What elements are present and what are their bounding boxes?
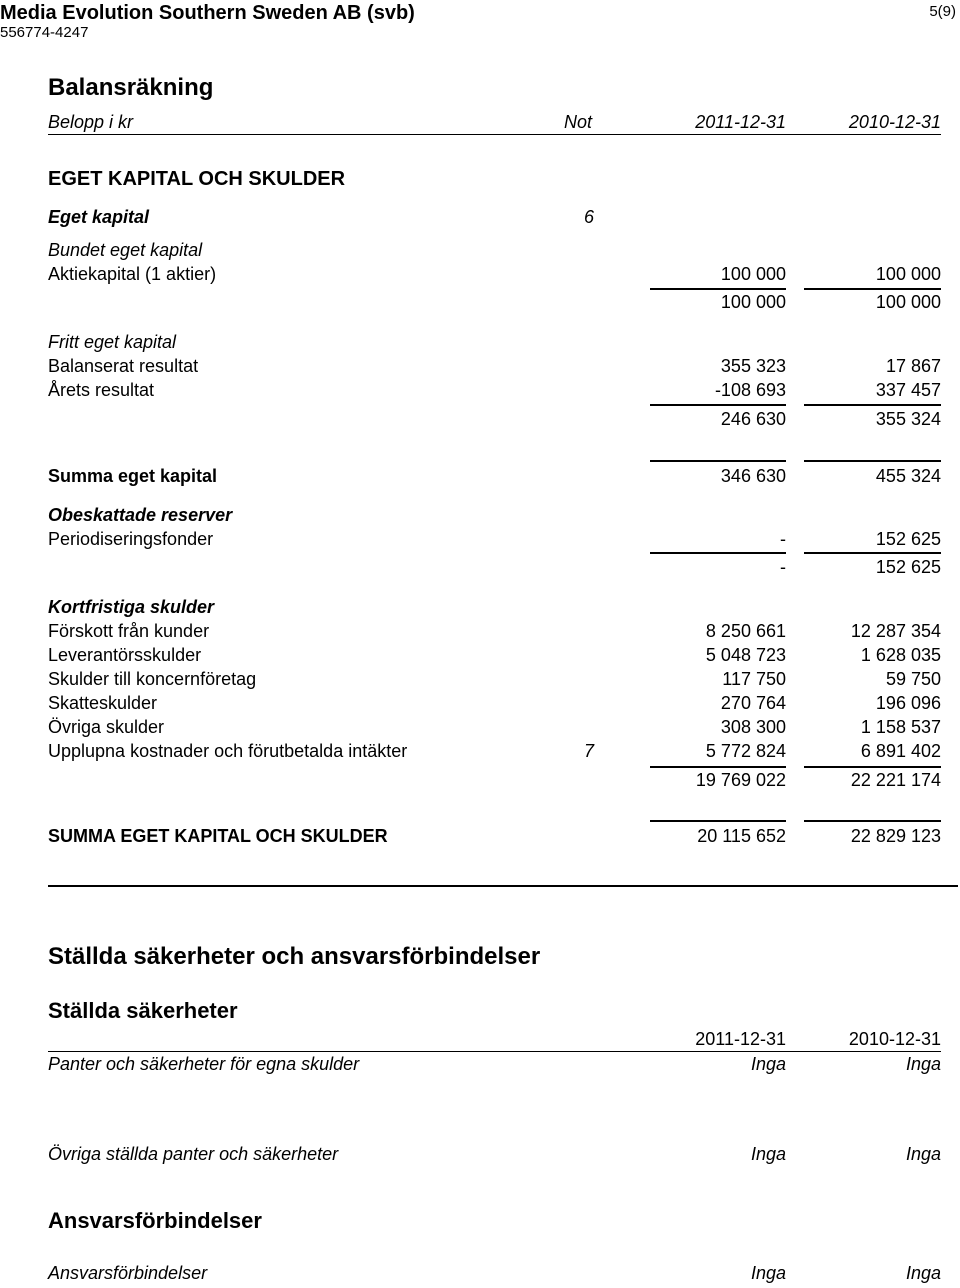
kortfristiga-heading: Kortfristiga skulder	[48, 597, 215, 617]
total-line	[650, 820, 786, 822]
kortfristiga-row-label: Övriga skulder	[48, 717, 165, 737]
kortfristiga-row-2011: 5 048 723	[705, 645, 786, 665]
total-line	[804, 460, 941, 462]
column-year1: 2011-12-31	[695, 112, 786, 132]
periodiseringsfonder-2011: -	[780, 529, 786, 549]
balanserat-value-2010: 17 867	[885, 356, 941, 376]
kortfristiga-subtotal-2010: 22 221 174	[850, 770, 941, 790]
kortfristiga-row-2010: 59 750	[885, 669, 941, 689]
subtotal-line	[650, 766, 786, 768]
summa-total-2011: 20 115 652	[697, 826, 786, 846]
ovriga-2010: Inga	[905, 1144, 941, 1164]
obeskattade-subtotal-2011: -	[780, 557, 786, 577]
ansvars-title: Ansvarsförbindelser	[48, 1208, 262, 1233]
summa-eget-2010: 455 324	[875, 466, 941, 486]
summa-eget-label: Summa eget kapital	[48, 466, 218, 486]
kortfristiga-row-label: Leverantörsskulder	[48, 645, 202, 665]
arets-resultat-label: Årets resultat	[48, 380, 155, 400]
summa-eget-2011: 346 630	[720, 466, 786, 486]
periodiseringsfonder-label: Periodiseringsfonder	[48, 529, 214, 549]
kortfristiga-row-2011: 8 250 661	[705, 621, 786, 641]
aktiekapital-value-2011: 100 000	[720, 264, 786, 284]
page-number: 5(9)	[929, 3, 956, 20]
kortfristiga-row-2011: 270 764	[720, 693, 786, 713]
fritt-heading: Fritt eget kapital	[48, 332, 177, 352]
fritt-subtotal-2011: 246 630	[720, 409, 786, 429]
aktiekapital-value-2010: 100 000	[875, 264, 941, 284]
org-number: 556774-4247	[0, 24, 89, 41]
securities-year1: 2011-12-31	[695, 1029, 786, 1049]
subtotal-line	[804, 404, 941, 406]
panter-2011: Inga	[750, 1054, 786, 1074]
bundet-subtotal-2011: 100 000	[720, 292, 786, 312]
kortfristiga-row-2011: 308 300	[720, 717, 786, 737]
company-name: Media Evolution Southern Sweden AB (svb)	[0, 2, 415, 24]
aktiekapital-label: Aktiekapital (1 aktier)	[48, 264, 217, 284]
header-underline	[48, 134, 941, 135]
section-divider	[48, 885, 958, 887]
kortfristiga-subtotal-2011: 19 769 022	[695, 770, 786, 790]
stallda-title: Ställda säkerheter	[48, 998, 238, 1023]
arets-resultat-value-2010: 337 457	[875, 380, 941, 400]
obeskattade-heading: Obeskattade reserver	[48, 505, 233, 525]
ansvars-label: Ansvarsförbindelser	[48, 1263, 208, 1283]
kortfristiga-row-label: Skulder till koncernföretag	[48, 669, 257, 689]
ovriga-2011: Inga	[750, 1144, 786, 1164]
ovriga-label: Övriga ställda panter och säkerheter	[48, 1144, 339, 1164]
bundet-subtotal-2010: 100 000	[875, 292, 941, 312]
subtotal-line	[804, 766, 941, 768]
kortfristiga-row-2011: 5 772 824	[705, 741, 786, 761]
securities-header-line	[48, 1051, 941, 1052]
subtotal-line	[804, 552, 941, 554]
fritt-subtotal-2010: 355 324	[875, 409, 941, 429]
subtotal-line	[804, 288, 941, 290]
ansvars-2011: Inga	[750, 1263, 786, 1283]
kortfristiga-row-label: Skatteskulder	[48, 693, 158, 713]
subtotal-line	[650, 404, 786, 406]
kortfristiga-row-2010: 1 628 035	[860, 645, 941, 665]
kortfristiga-row-2010: 1 158 537	[860, 717, 941, 737]
section-title: EGET KAPITAL OCH SKULDER	[48, 168, 346, 190]
column-label: Belopp i kr	[48, 112, 134, 132]
subtotal-line	[650, 552, 786, 554]
kortfristiga-row-2011: 117 750	[722, 669, 786, 689]
arets-resultat-value-2011: -108 693	[714, 380, 786, 400]
panter-2010: Inga	[905, 1054, 941, 1074]
total-line	[804, 820, 941, 822]
periodiseringsfonder-2010: 152 625	[875, 529, 941, 549]
ansvars-2010: Inga	[905, 1263, 941, 1283]
balanserat-value-2011: 355 323	[720, 356, 786, 376]
summa-total-2010: 22 829 123	[850, 826, 941, 846]
column-not: Not	[564, 112, 593, 132]
balance-title: Balansräkning	[48, 74, 214, 101]
summa-total-label: SUMMA EGET KAPITAL OCH SKULDER	[48, 826, 388, 846]
securities-year2: 2010-12-31	[848, 1029, 941, 1049]
eget-kapital-heading: Eget kapital	[48, 207, 150, 227]
kortfristiga-row-2010: 12 287 354	[850, 621, 941, 641]
bundet-heading: Bundet eget kapital	[48, 240, 203, 260]
column-year2: 2010-12-31	[848, 112, 941, 132]
kortfristiga-row-label: Förskott från kunder	[48, 621, 210, 641]
securities-title: Ställda säkerheter och ansvarsförbindelser	[48, 943, 541, 970]
kortfristiga-row-2010: 6 891 402	[860, 741, 941, 761]
panter-label: Panter och säkerheter för egna skulder	[48, 1054, 360, 1074]
kortfristiga-row-2010: 196 096	[875, 693, 941, 713]
kortfristiga-row-label: Upplupna kostnader och förutbetalda intäkter	[48, 741, 408, 761]
balanserat-label: Balanserat resultat	[48, 356, 199, 376]
kortfristiga-row-note: 7	[584, 741, 595, 761]
subtotal-line	[650, 288, 786, 290]
obeskattade-subtotal-2010: 152 625	[875, 557, 941, 577]
eget-kapital-note: 6	[584, 207, 595, 227]
total-line	[650, 460, 786, 462]
